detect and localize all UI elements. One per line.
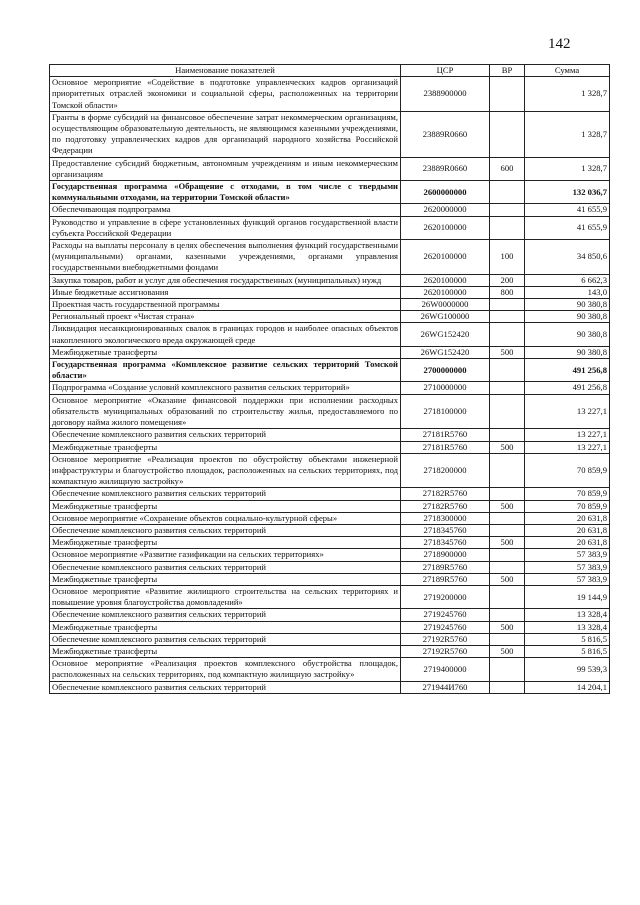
row-csr-cell: 2718345760 [401,537,490,549]
row-vr-cell [490,453,525,488]
row-sum-cell: 20 631,8 [525,512,610,524]
row-name-cell: Межбюджетные трансферты [50,346,401,358]
row-csr-cell: 27181R5760 [401,441,490,453]
row-sum-cell: 90 380,8 [525,323,610,346]
row-sum-cell: 13 328,4 [525,609,610,621]
row-name-cell: Иные бюджетные ассигнования [50,286,401,298]
row-vr-cell [490,609,525,621]
row-name-cell: Обеспечение комплексного развития сельских территорий [50,488,401,500]
row-name-cell: Основное мероприятие «Развитие жилищного строительства на сельских территориях и повышение уровня благоустройства домовладений» [50,585,401,608]
row-name-cell: Подпрограмма «Создание условий комплексного развития сельских территорий» [50,382,401,394]
table-row [50,286,610,298]
row-name-cell: Ликвидация несанкционированных свалок в границах городов и наиболее опасных объектов накопленного экологического вреда окружающей среде [50,323,401,346]
row-sum-cell: 13 227,1 [525,441,610,453]
table-row [50,311,610,323]
row-csr-cell: 2719400000 [401,658,490,681]
row-name-cell: Обеспечивающая подпрограмма [50,204,401,216]
row-name-cell: Основное мероприятие «Сохранение объектов социально-культурной сферы» [50,512,401,524]
row-vr-cell: 500 [490,573,525,585]
row-sum-cell: 70 859,9 [525,453,610,488]
row-sum-cell: 41 655,9 [525,204,610,216]
table-row [50,274,610,286]
row-name-cell: Обеспечение комплексного развития сельских территорий [50,681,401,693]
row-sum-cell: 13 227,1 [525,429,610,441]
row-name-cell: Обеспечение комплексного развития сельских территорий [50,561,401,573]
row-vr-cell [490,561,525,573]
row-vr-cell: 500 [490,500,525,512]
row-sum-cell: 99 539,3 [525,658,610,681]
row-name-cell: Расходы на выплаты персоналу в целях обеспечения выполнения функций государственными (муниципальными) органами, казенными учреждениями, органами управления государственными внебюджетными фондами [50,240,401,275]
row-csr-cell: 26W0000000 [401,299,490,311]
table-row [50,512,610,524]
row-vr-cell: 500 [490,621,525,633]
row-vr-cell: 500 [490,441,525,453]
row-vr-cell: 500 [490,645,525,657]
row-vr-cell [490,488,525,500]
row-name-cell: Межбюджетные трансферты [50,573,401,585]
row-vr-cell [490,681,525,693]
row-sum-cell: 70 859,9 [525,488,610,500]
row-csr-cell: 2700000000 [401,359,490,382]
row-csr-cell: 2718345760 [401,524,490,536]
row-vr-cell [490,394,525,429]
table-row [50,216,610,239]
row-csr-cell: 2718200000 [401,453,490,488]
row-sum-cell: 90 380,8 [525,346,610,358]
row-sum-cell: 1 328,7 [525,111,610,157]
row-sum-cell: 57 383,9 [525,561,610,573]
table-row [50,500,610,512]
row-vr-cell [490,585,525,608]
row-sum-cell: 491 256,8 [525,382,610,394]
row-vr-cell [490,549,525,561]
row-name-cell: Обеспечение комплексного развития сельских территорий [50,429,401,441]
row-csr-cell: 2620100000 [401,274,490,286]
row-vr-cell [490,323,525,346]
table-row [50,658,610,681]
row-sum-cell: 5 816,5 [525,633,610,645]
row-csr-cell: 2620100000 [401,240,490,275]
table-row [50,394,610,429]
row-name-cell: Межбюджетные трансферты [50,621,401,633]
header-csr: ЦСР [401,65,490,77]
table-row [50,621,610,633]
row-vr-cell [490,633,525,645]
table-row [50,561,610,573]
row-name-cell: Государственная программа «Обращение с отходами, в том числе с твердыми коммунальными отходами, на территории Томской области» [50,181,401,204]
row-vr-cell: 600 [490,157,525,180]
row-name-cell: Межбюджетные трансферты [50,537,401,549]
row-vr-cell [490,216,525,239]
table-row [50,299,610,311]
table-row [50,537,610,549]
table-row [50,323,610,346]
row-name-cell: Основное мероприятие «Содействие в подготовке управленческих кадров организаций приоритетных отраслей экономики и социальной сферы, расположенных на территории Томской области» [50,77,401,112]
row-sum-cell: 41 655,9 [525,216,610,239]
table-row [50,524,610,536]
header-sum: Сумма [525,65,610,77]
row-name-cell: Руководство и управление в сфере установленных функций органов государственной власти субъекта Российской Федерации [50,216,401,239]
row-name-cell: Межбюджетные трансферты [50,500,401,512]
table-row [50,382,610,394]
row-csr-cell: 271944И760 [401,681,490,693]
row-name-cell: Основное мероприятие «Оказание финансовой поддержки при исполнении расходных обязательств муниципальных образований по строительству жилья, предоставляемого по договору найма жилого помещения» [50,394,401,429]
row-sum-cell: 1 328,7 [525,157,610,180]
table-row [50,609,610,621]
table-header-row [50,65,610,77]
row-vr-cell: 500 [490,346,525,358]
table-row [50,181,610,204]
table-row [50,359,610,382]
row-csr-cell: 27182R5760 [401,500,490,512]
row-sum-cell: 1 328,7 [525,77,610,112]
row-sum-cell: 19 144,9 [525,585,610,608]
row-csr-cell: 2718900000 [401,549,490,561]
row-sum-cell: 70 859,9 [525,500,610,512]
row-csr-cell: 2620100000 [401,286,490,298]
row-vr-cell [490,181,525,204]
table-row [50,77,610,112]
row-sum-cell: 20 631,8 [525,537,610,549]
table-row [50,453,610,488]
row-vr-cell [490,359,525,382]
row-name-cell: Основное мероприятие «Реализация проектов комплексного обустройства площадок, расположенных на сельских территориях, под компактную жилищную застройку» [50,658,401,681]
row-csr-cell: 2388900000 [401,77,490,112]
row-csr-cell: 26WG152420 [401,346,490,358]
row-name-cell: Предоставление субсидий бюджетным, автономным учреждениям и иным некоммерческим организациям [50,157,401,180]
row-csr-cell: 27189R5760 [401,573,490,585]
row-sum-cell: 491 256,8 [525,359,610,382]
budget-table [49,64,610,694]
table-row [50,585,610,608]
row-vr-cell [490,524,525,536]
row-csr-cell: 2719200000 [401,585,490,608]
table-row [50,681,610,693]
row-name-cell: Основное мероприятие «Реализация проектов по обустройству объектами инженерной инфраструктуры и благоустройство площадок, расположенных на сельских территориях, под компактную жилищную застройку» [50,453,401,488]
row-name-cell: Обеспечение комплексного развития сельских территорий [50,609,401,621]
row-csr-cell: 27192R5760 [401,633,490,645]
row-csr-cell: 2620000000 [401,204,490,216]
row-sum-cell: 14 204,1 [525,681,610,693]
table-row [50,111,610,157]
row-csr-cell: 2600000000 [401,181,490,204]
row-name-cell: Государственная программа «Комплексное развитие сельских территорий Томской области» [50,359,401,382]
row-csr-cell: 2718300000 [401,512,490,524]
row-sum-cell: 90 380,8 [525,299,610,311]
row-csr-cell: 2620100000 [401,216,490,239]
row-sum-cell: 6 662,3 [525,274,610,286]
row-name-cell: Закупка товаров, работ и услуг для обеспечения государственных (муниципальных) нужд [50,274,401,286]
row-csr-cell: 2710000000 [401,382,490,394]
table-row [50,441,610,453]
row-name-cell: Межбюджетные трансферты [50,441,401,453]
row-csr-cell: 26WG152420 [401,323,490,346]
header-vr: ВР [490,65,525,77]
row-sum-cell: 34 850,6 [525,240,610,275]
table-row [50,240,610,275]
row-vr-cell: 100 [490,240,525,275]
row-vr-cell [490,658,525,681]
table-row [50,633,610,645]
row-vr-cell [490,311,525,323]
row-csr-cell: 2718100000 [401,394,490,429]
row-csr-cell: 2719245760 [401,621,490,633]
row-name-cell: Обеспечение комплексного развития сельских территорий [50,633,401,645]
row-sum-cell: 57 383,9 [525,549,610,561]
page-number: 142 [548,36,571,52]
row-name-cell: Основное мероприятие «Развитие газификации на сельских территориях» [50,549,401,561]
row-vr-cell [490,429,525,441]
row-name-cell: Проектная часть государственной программы [50,299,401,311]
row-csr-cell: 27192R5760 [401,645,490,657]
row-sum-cell: 132 036,7 [525,181,610,204]
row-vr-cell: 200 [490,274,525,286]
row-vr-cell [490,512,525,524]
row-name-cell: Обеспечение комплексного развития сельских территорий [50,524,401,536]
row-vr-cell [490,204,525,216]
row-csr-cell: 27189R5760 [401,561,490,573]
row-vr-cell: 800 [490,286,525,298]
header-name: Наименование показателей [50,65,401,77]
table-row [50,573,610,585]
row-vr-cell [490,382,525,394]
table-body [50,77,610,694]
row-vr-cell: 500 [490,537,525,549]
table-row [50,488,610,500]
row-sum-cell: 5 816,5 [525,645,610,657]
table-row [50,549,610,561]
row-csr-cell: 23889R0660 [401,157,490,180]
row-csr-cell: 27181R5760 [401,429,490,441]
table-row [50,429,610,441]
table-row [50,204,610,216]
row-sum-cell: 13 227,1 [525,394,610,429]
row-name-cell: Гранты в форме субсидий на финансовое обеспечение затрат некоммерческим организациям, осуществляющим образовательную деятельность, не являющимся казенными учреждениями, по подготовку управленческих кадров для организаций народного хозяйства Российской Федерации [50,111,401,157]
row-sum-cell: 143,0 [525,286,610,298]
row-sum-cell: 57 383,9 [525,573,610,585]
row-vr-cell [490,111,525,157]
row-sum-cell: 13 328,4 [525,621,610,633]
row-csr-cell: 23889R0660 [401,111,490,157]
row-name-cell: Межбюджетные трансферты [50,645,401,657]
row-vr-cell [490,299,525,311]
table-row [50,157,610,180]
table-row [50,346,610,358]
row-csr-cell: 2719245760 [401,609,490,621]
row-csr-cell: 26WG100000 [401,311,490,323]
row-name-cell: Региональный проект «Чистая страна» [50,311,401,323]
table-row [50,645,610,657]
row-sum-cell: 20 631,8 [525,524,610,536]
row-sum-cell: 90 380,8 [525,311,610,323]
row-vr-cell [490,77,525,112]
row-csr-cell: 27182R5760 [401,488,490,500]
